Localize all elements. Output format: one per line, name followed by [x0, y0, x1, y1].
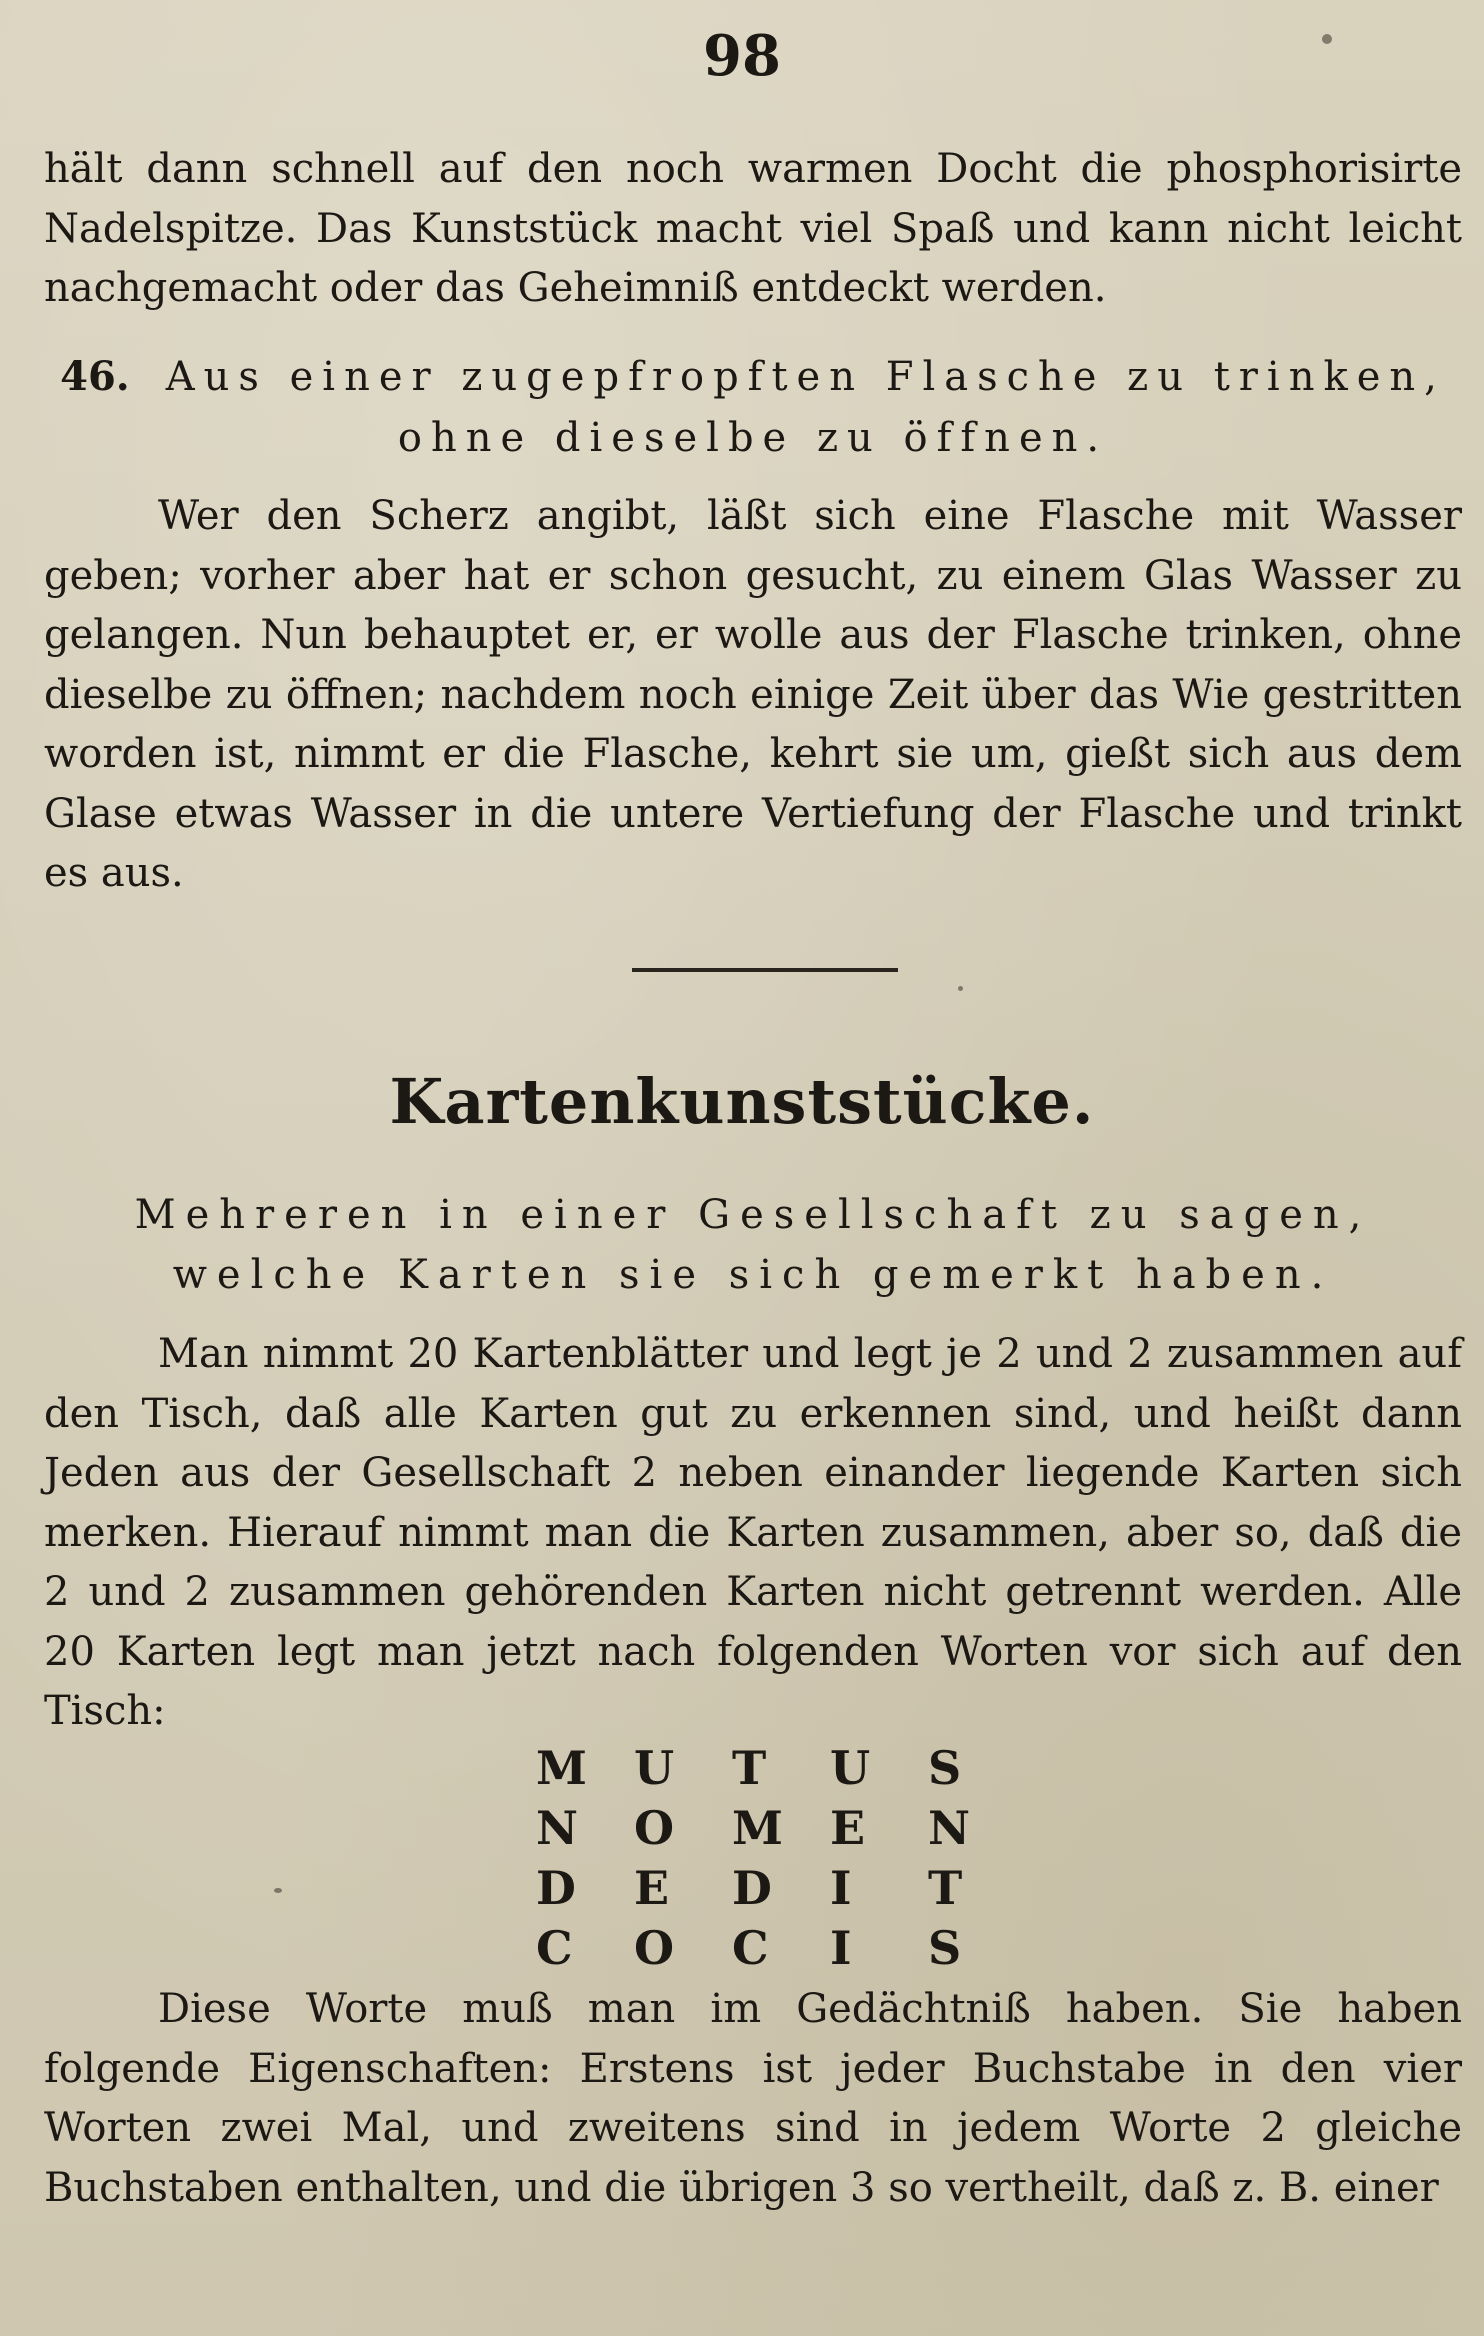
card-trick-body-block	[44, 1325, 1462, 1742]
chapter-title: Kartenkunststücke.	[389, 1065, 1095, 1138]
card-trick-body-2: Diese Worte muß man im Gedächtniß haben. Sie haben folgende Eigenschaften: Erstens ist jeder Buchstabe in den vier Worten zwei Mal, und zweitens sind in jedem Worte 2 gleiche Buchstaben enthalten, und die übrigen 3 so vertheilt, daß z. B. einer	[44, 1986, 1462, 2211]
card-trick-heading: Mehreren in einer Gesellschaft zu sagen, welche Karten sie sich gemerkt haben.	[134, 1192, 1372, 1298]
word-row-cocis	[536, 1918, 1026, 1978]
word-row-mutus	[536, 1738, 1026, 1798]
grid-letter: M	[536, 1741, 587, 1795]
item-46-number: 46.	[60, 353, 130, 400]
item-46-heading-block	[44, 346, 1462, 469]
paper-speck	[274, 1888, 282, 1893]
card-trick-body-1: Man nimmt 20 Kartenblätter und legt je 2 und 2 zusammen auf den Tisch, daß alle Karten gut zu erkennen sind, und heißt dann Jeden aus der Gesellschaft 2 neben einander liegende Karten sich merken. Hierauf nimmt man die Karten zusammen, aber so, daß die 2 und 2 zusammen gehörenden Karten nicht getrennt werden. Alle 20 Karten legt man jetzt nach folgenden Worten vor sich auf den Tisch:	[44, 1331, 1462, 1734]
grid-letter: C	[536, 1921, 573, 1975]
grid-letter: E	[634, 1861, 670, 1915]
word-row-nomen	[536, 1798, 1026, 1858]
continuation-paragraph-block	[44, 140, 1462, 319]
grid-letter: C	[732, 1921, 769, 1975]
grid-letter: T	[928, 1861, 963, 1915]
grid-letter: S	[928, 1921, 962, 1975]
item-46-title: Aus einer zugepfropften Flasche zu trinken, ohne dieselbe zu öffnen.	[165, 354, 1446, 461]
grid-letter: S	[928, 1741, 962, 1795]
grid-letter: E	[830, 1801, 866, 1855]
section-divider-rule	[632, 968, 898, 972]
grid-letter: O	[634, 1921, 675, 1975]
item-46-body: Wer den Scherz angibt, läßt sich eine Flasche mit Wasser geben; vorher aber hat er schon gesucht, zu einem Glas Wasser zu gelangen. Nun behauptet er, er wolle aus der Flasche trinken, ohne dieselbe zu öffnen; nachdem noch einige Zeit über das Wie gestritten worden ist, nimmt er die Flasche, kehrt sie um, gießt sich aus dem Glase etwas Wasser in die untere Vertiefung der Flasche und trinkt es aus.	[44, 493, 1462, 896]
grid-letter: N	[536, 1801, 579, 1855]
grid-letter: I	[830, 1861, 852, 1915]
grid-letter: D	[536, 1861, 576, 1915]
item-46-body-block	[44, 487, 1462, 904]
page-number: 98	[703, 23, 781, 89]
card-trick-body-2-block	[44, 1980, 1462, 2218]
memory-word-grid	[536, 1738, 1026, 1978]
grid-letter: I	[830, 1921, 852, 1975]
item-46-heading	[44, 346, 1462, 469]
grid-letter: U	[830, 1741, 871, 1795]
grid-letter: D	[732, 1861, 772, 1915]
continuation-paragraph: hält dann schnell auf den noch warmen Docht die phosphorisirte Nadelspitze. Das Kunststück macht viel Spaß und kann nicht leicht nachgemacht oder das Geheimniß entdeckt werden.	[44, 146, 1462, 311]
paper-speck	[958, 986, 963, 991]
grid-letter: M	[732, 1801, 783, 1855]
grid-letter: O	[634, 1801, 675, 1855]
grid-letter: T	[732, 1741, 767, 1795]
paper-speck	[1322, 34, 1332, 44]
grid-letter: N	[928, 1801, 971, 1855]
word-row-dedit	[536, 1858, 1026, 1918]
grid-letter: U	[634, 1741, 675, 1795]
